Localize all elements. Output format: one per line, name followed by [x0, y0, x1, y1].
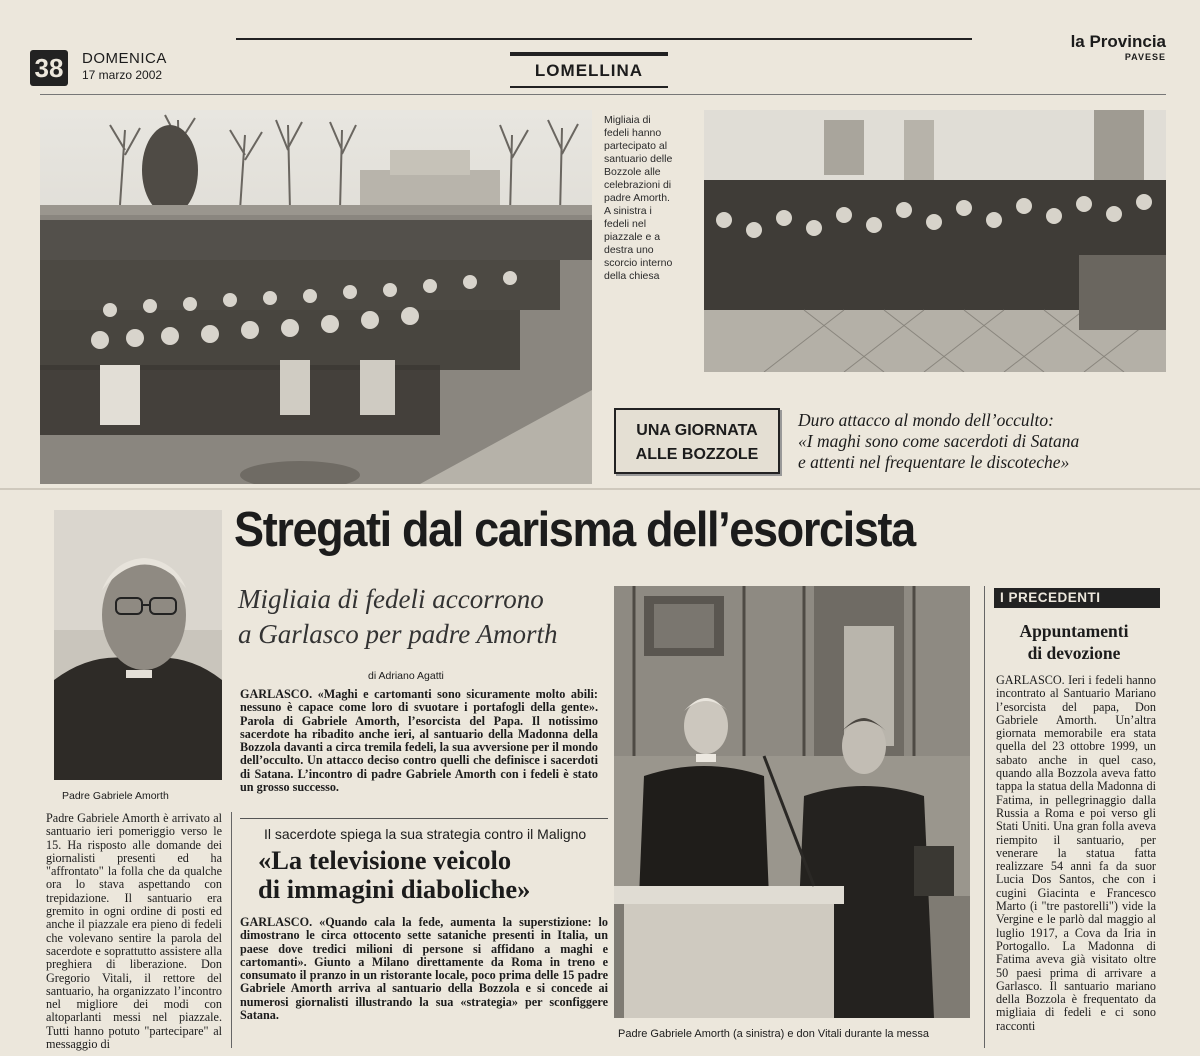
masthead-rule — [236, 38, 972, 40]
box-top-rule — [240, 818, 608, 819]
deck-line-1: Migliaia di fedeli accorrono — [238, 584, 544, 614]
kicker-box — [614, 408, 780, 474]
subhead-line-3: e attenti nel frequentare le discoteche» — [798, 452, 1070, 472]
precedenti-label: I PRECEDENTI — [994, 588, 1160, 608]
precedenti-column: GARLASCO. Ieri i fedeli hanno incontrato al Santuario Mariano l’esorcista del papa, Don Gabriele Amorth. Un’altra giornata memorabile era stata quella del 23 ottobre 1999, un sabato anche in quel caso, quando alla Bozzola aveva fatto tappa la statua della Madonna di Fatima, in pellegrinaggio dalla Russia a Roma e poi verso gli Stati Uniti. Una gran folla aveva riempito il santuario, per venerare la statua fatta realizzare 54 anni fa da suor Lucia Dos Santos, che con i cugini Giacinta e Francesco Marto (i "tre pastorelli") vide la Vergine e le parlò dal maggio al luglio 1917, a Cova da Iria in Portogallo. La Madonna di Fatima aveva già visitato oltre 50 paesi prima di arrivare a Garlasco. Il santuario mariano della Bozzola è frequentato da migliaia di fedeli e ci sono racconti — [996, 673, 1156, 1033]
box-headline-line-2: di immagini diaboliche» — [258, 874, 531, 904]
mass-photo-caption: Padre Gabriele Amorth (a sinistra) e don Vitali durante la messa — [618, 1028, 930, 1040]
column-divider-1 — [231, 812, 232, 1048]
precedenti-title-line-2: di devozione — [1027, 643, 1121, 663]
article-deck — [238, 582, 598, 652]
box-story: GARLASCO. «Quando cala la fede, aumenta la superstizione: lo dimostrano le circa ottocento sette sataniche presenti in Italia, un paese dove tredici milioni di persone si affidano a maghi e cartomanti». Giunto a Milano direttamente da Roma in treno e consumato il pranzo in un ristorante locale, poco prima delle 15 padre Gabriele Amorth arriva al santuario della Bozzola e si concede ai numerosi giornalisti illustrando la sua «strategia» per sconfiggere Satana. — [240, 915, 608, 1023]
box-kicker: Il sacerdote spiega la sua strategia contro il Maligno — [264, 826, 587, 842]
deck-line-2: a Garlasco per padre Amorth — [238, 619, 558, 649]
mass-photo — [614, 586, 970, 1018]
photo-side-caption: Migliaia di fedeli hanno partecipato al santuario delle Bozzole alle celebrazioni di padre Amorth. A sinistra i fedeli nel piazzale e a destra uno scorcio interno della chiesa — [604, 114, 673, 282]
box-headline-line-1: «La televisione veicolo — [258, 845, 512, 875]
italic-subhead — [798, 410, 1158, 473]
kicker-line-1: UNA GIORNATA — [636, 422, 758, 439]
subhead-line-1: Duro attacco al mondo dell’occulto: — [798, 410, 1054, 430]
kicker-line-2: ALLE BOZZOLE — [635, 446, 759, 463]
column-divider-2 — [984, 586, 985, 1048]
crowd-photo — [40, 110, 592, 484]
precedenti-title-line-1: Appuntamenti — [1019, 621, 1129, 641]
box-headline — [258, 846, 608, 904]
article-column-1: Padre Gabriele Amorth è arrivato al santuario ieri pomeriggio verso le 15. Ha risposto alle domande dei giornalisti presenti ed ha "affrontato" la folla che da qualche ora lo stava aspettando con trepidazione. Il santuario era gremito in ogni ordine di posti ed anche il piazzale era pieno di fedeli che volevano sentire la parola del sacerdote e soprattutto assistere alla preghiera di liberazione. Don Gregorio Vitali, il rettore del santuario, ha organizzato l’incontro nel migliore dei modi con altoparlanti messi nel piazzale. Tutti hanno potuto "partecipare" al messaggio di — [46, 811, 222, 1052]
portrait-photo — [54, 510, 222, 780]
page-day: DOMENICA — [82, 50, 167, 67]
top-rule — [40, 94, 1166, 95]
section-label: LOMELLINA — [510, 52, 668, 88]
church-interior-photo — [704, 110, 1166, 372]
portrait-caption: Padre Gabriele Amorth — [62, 790, 169, 802]
byline: di Adriano Agatti — [368, 670, 444, 682]
main-headline: Stregati dal carisma dell’esorcista — [234, 503, 915, 557]
precedenti-title — [998, 620, 1150, 664]
newspaper-subname: PAVESE — [1124, 52, 1166, 62]
subhead-line-2: «I maghi sono come sacerdoti di Satana — [798, 431, 1080, 451]
page-date: 17 marzo 2002 — [82, 68, 163, 82]
article-lede: GARLASCO. «Maghi e cartomanti sono sicuramente molto abili: nessuno è capace come loro di svuotare i portafogli della gente». Parola di Gabriele Amorth, l’esorcista del Papa. Il notissimo sacerdote ha ribadito anche ieri, al santuario della Madonna della Bozzola davanti a circa tremila fedeli, la sua avversione per il mondo dell’occulto. Un attacco deciso contro quelli che definisce i sacerdoti di Satana. L’incontro di padre Gabriele Amorth con i fedeli è stato un grosso successo. — [240, 687, 598, 795]
page-number: 38 — [30, 50, 68, 86]
newspaper-name: la Provincia — [1070, 32, 1166, 51]
page-fold — [0, 488, 1200, 490]
